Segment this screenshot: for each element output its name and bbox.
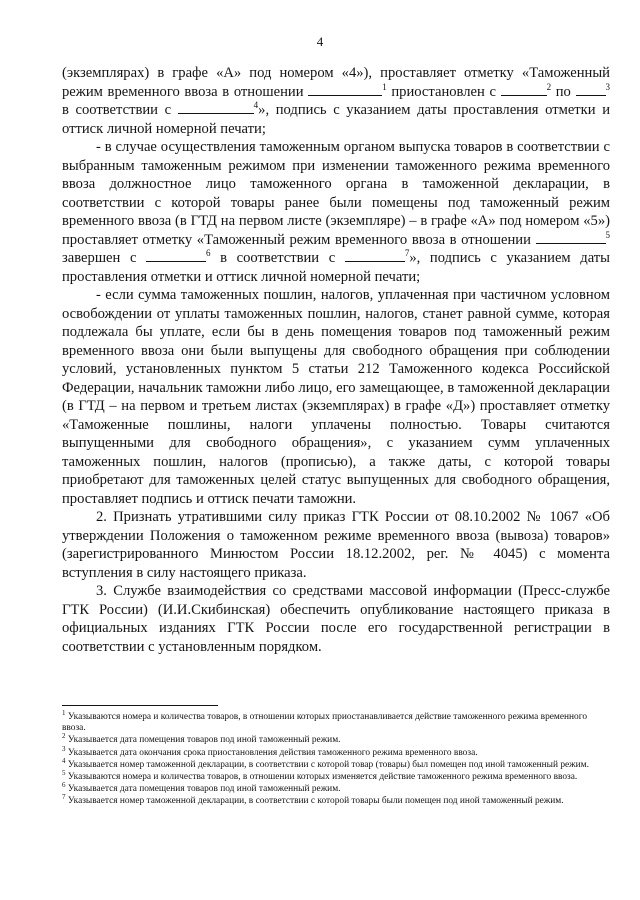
paragraph-continuation [62, 64, 610, 138]
fill-in-blank [536, 231, 606, 244]
footnote-number: 1 [62, 709, 66, 717]
fill-in-blank [178, 101, 254, 114]
text-run: в соответствии с [210, 250, 345, 266]
text-run: завершен с [62, 250, 147, 266]
footnote-ref: 6 [206, 248, 211, 258]
footnote-text: Указывается дата помещения товаров под иной таможенный режим. [67, 735, 341, 746]
footnote-ref: 7 [404, 248, 410, 258]
footnote-number: 6 [62, 781, 66, 790]
text-run: », подпись с указанием даты проставления отметки и оттиск личной номерной печати; [62, 250, 610, 285]
paragraph-release-change-regime [62, 138, 610, 286]
footnote [62, 793, 610, 807]
paragraph-duties-paid: - если сумма таможенных пошлин, налогов, уплаченная при частичном условном освобождении от уплаты таможенных пошлин, налогов, станет равной сумме, которая подлежала бы уплате, если бы в день помещения товаров под таможенный режим временного ввоза они были выпущены для свободного обращения при соблюдении условий, установленных пунктом 5 статьи 212 Таможенного кодекса Российской Федерации, начальник таможни либо лицо, его замещающее, в таможенной декларации (в ГТД – на первом и третьем листах (экземплярах) в графе «Д») проставляет отметку «Таможенные пошлины, налоги уплачены полностью. Товары считаются выпущенными для свободного обращения», с указанием сумм уплаченных таможенных пошлин, налогов (прописью), а также даты, с которой товары приобретают для таможенных целей статус выпущенных для свободного обращения, проставляет подпись и оттиск печати таможни. [62, 287, 610, 507]
footnote-ref: 5 [605, 229, 610, 240]
footnote [62, 744, 610, 759]
footnote-text: Указывается дата окончания срока приостановления действия таможенного режима временного ввоза. [67, 747, 478, 758]
footnote-text: Указывается дата помещения товаров под иной таможенный режим. [67, 784, 341, 795]
footnote [62, 732, 610, 746]
footnote-ref: 2 [546, 81, 552, 92]
text-run: в соответствии с [62, 102, 178, 118]
footnote-text: Указывается номер таможенной декларации, в соответствии с которой товар (товары) был помещен под иной таможенный режим. [67, 759, 589, 770]
footnote-text: Указывается номер таможенной декларации, в соответствии с которой товары были помещен под иной таможенный режим. [67, 796, 564, 807]
footnote [62, 781, 610, 795]
fill-in-blank [576, 83, 606, 96]
fill-in-blank [345, 249, 405, 262]
footnote [62, 709, 610, 734]
paragraph-item-3: 3. Службе взаимодействия со средствами массовой информации (Пресс-службе ГТК России) (И.И.Скибинская) обеспечить опубликование настоящего приказа в официальных изданиях ГТК России после его государственной регистрации в соответствии с установленным порядком. [62, 583, 610, 655]
document-body [62, 64, 610, 656]
footnote-ref: 4 [253, 100, 259, 110]
text-run: - в случае осуществления таможенным органом выпуска товаров в соответствии с выбранным таможенным режимом при изменении таможенного режима временного ввоза должностное лицо таможенного органа в таможенной декларации, в соответствии с которой товары ранее были помещены под таможенный режим временного ввоза (в ГТД на первом листе (экземпляре) – в графе «А» под номером «5») проставляет отметку «Таможенный режим временного ввоза в отношении [62, 139, 610, 248]
footnote-separator [62, 705, 218, 706]
footnote [62, 756, 610, 771]
footnote-number: 2 [62, 732, 66, 741]
fill-in-blank [308, 83, 382, 96]
fill-in-blank [501, 83, 547, 96]
footnote-number: 3 [62, 744, 66, 753]
paragraph-item-2: 2. Признать утратившими силу приказ ГТК России от 08.10.2002 № 1067 «Об утверждении Положения о таможенном режиме временного ввоза (вывоза) товаров» (зарегистрированного Минюстом России 18.12.2002, рег. № 4045) с момента вступления в силу настоящего приказа. [62, 509, 610, 581]
text-run: по [551, 83, 576, 100]
footnote-number: 5 [62, 769, 66, 778]
text-run: », подпись с указанием даты проставления отметки и оттиск личной номерной печати; [62, 102, 611, 137]
fill-in-blank [146, 249, 206, 262]
footnote-ref: 1 [382, 81, 387, 92]
footnote-text: Указываются номера и количества товаров, в отношении которых изменяется действие таможенного режима временного ввоза. [67, 772, 578, 783]
text-run: приостановлен с [386, 83, 501, 100]
footnote-number: 7 [62, 793, 66, 802]
footnote-number: 4 [62, 756, 66, 765]
text-run: (экземплярах) в графе «А» под номером «4»), проставляет отметку «Таможенный режим временного ввоза в отношении [62, 65, 610, 100]
footnote [62, 769, 610, 783]
page-number: 4 [316, 34, 324, 49]
footnotes [62, 709, 610, 809]
footnote-ref: 3 [605, 81, 610, 92]
footnote-text: Указываются номера и количества товаров, в отношении которых приостанавливается действие таможенного режима временного ввоза. [62, 712, 588, 734]
